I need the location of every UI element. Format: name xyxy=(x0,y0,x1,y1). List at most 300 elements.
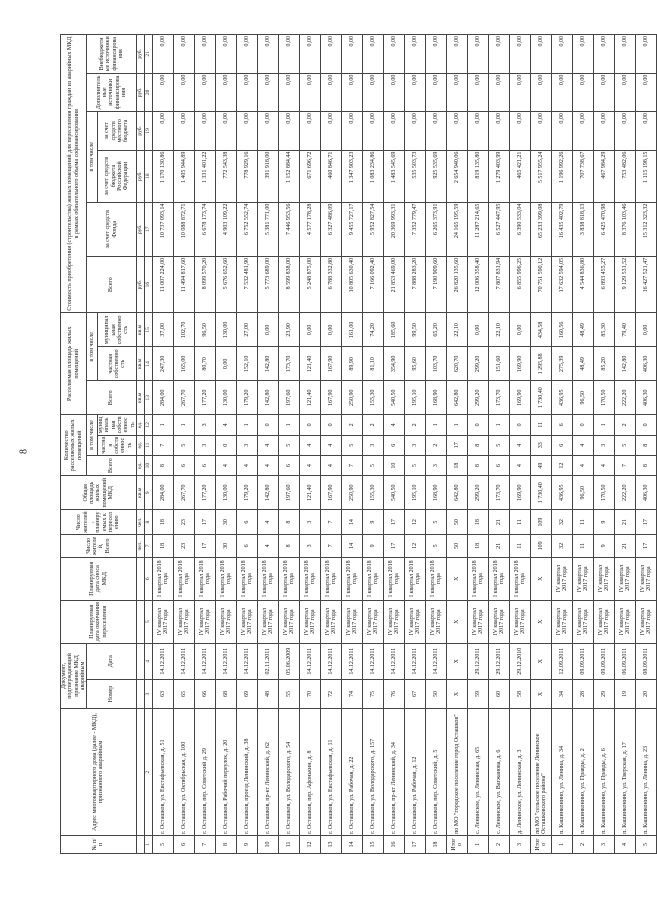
doc-number-cell: 68 xyxy=(215,679,236,708)
residents-cell: 21 xyxy=(614,535,635,558)
row-number-cell: 15 xyxy=(362,835,383,853)
doc-number-cell: 28 xyxy=(572,679,593,708)
header-cost-budget-local: за счет средств местного бюджета xyxy=(98,112,137,150)
header-plan-end: Планируемая дата окончания переселения xyxy=(61,600,137,643)
plan-end-cell: IV квартал 2017 года xyxy=(236,600,257,643)
rooms-private-cell: 4 xyxy=(299,435,320,455)
address-cell: г. Осташков, пер. Советский, д. 5 xyxy=(425,709,446,836)
cost-fund-cell: 6 265 373,91 xyxy=(425,202,446,256)
cost-budget-local-cell: 0,00 xyxy=(509,112,530,150)
cost-extra2-cell: 0,00 xyxy=(551,35,572,74)
column-number: 13 xyxy=(144,381,152,415)
cost-budget-local-cell: 0,00 xyxy=(551,112,572,150)
rooms-total-cell: 10 xyxy=(383,455,404,475)
area-private-cell: 95,60 xyxy=(404,347,425,381)
cost-budget-local-cell: 0,00 xyxy=(593,112,614,150)
rooms-private-cell: 6 xyxy=(551,435,572,455)
doc-number-cell: 69 xyxy=(236,679,257,708)
residents-plan-cell: 30 xyxy=(215,510,236,535)
area-total-cell: 195,10 xyxy=(404,476,425,510)
plan-end-cell: IV квартал 2017 года xyxy=(215,600,236,643)
rooms-total-cell: 7 xyxy=(341,455,362,475)
column-number: 2 xyxy=(144,709,152,836)
row-number-cell: 7 xyxy=(194,835,215,853)
unit-cell: руб. xyxy=(136,256,144,313)
row-number-cell: 6 xyxy=(173,835,194,853)
cost-total-cell: 7 166 092,40 xyxy=(362,256,383,313)
residents-plan-cell: 9 xyxy=(362,510,383,535)
residents-plan-cell: 9 xyxy=(593,510,614,535)
residents-cell: 9 xyxy=(362,535,383,558)
doc-date-cell: 29.12.2010 xyxy=(509,643,530,679)
cost-fund-cell: 10 088 872,71 xyxy=(173,202,194,256)
doc-date-cell: 02.11.2011 xyxy=(257,643,278,679)
table-row xyxy=(383,35,404,854)
cost-total-cell: 12 006 358,40 xyxy=(467,256,488,313)
cost-total-cell: 9 129 531,52 xyxy=(614,256,635,313)
area-resettled-cell: 121,40 xyxy=(299,381,320,415)
area-total-cell: 177,20 xyxy=(194,476,215,510)
rooms-total-cell: 8 xyxy=(467,455,488,475)
area-municipal-cell: 22,10 xyxy=(488,313,509,347)
column-number: 18 xyxy=(144,150,152,202)
row-number-cell: 12 xyxy=(299,835,320,853)
address-cell: г. Осташков, ул. Рабочая, д. 12 xyxy=(404,709,425,836)
table-row xyxy=(425,35,446,854)
residents-plan-cell: 5 xyxy=(425,510,446,535)
area-private-cell: 1 295,88 xyxy=(530,347,551,381)
cost-extra2-cell: 0,00 xyxy=(593,35,614,74)
doc-number-cell: 66 xyxy=(194,679,215,708)
column-number: 8 xyxy=(144,510,152,535)
cost-extra-cell: 0,00 xyxy=(383,73,404,111)
area-private-cell: 152,10 xyxy=(236,347,257,381)
area-resettled-cell: 195,10 xyxy=(404,381,425,415)
rooms-private-cell: 5 xyxy=(341,435,362,455)
cost-total-cell: 7 807 831,94 xyxy=(488,256,509,313)
rooms-municipal-cell: 2 xyxy=(341,415,362,435)
cost-extra-cell: 0,00 xyxy=(362,73,383,111)
cost-total-cell: 6 893 455,27 xyxy=(593,256,614,313)
address-cell: п. Кашинконино, ул. Ленина, д. 34 xyxy=(551,709,572,836)
residents-cell: 17 xyxy=(635,535,656,558)
cost-extra2-cell: 0,00 xyxy=(362,35,383,74)
cost-total-cell: 4 544 836,80 xyxy=(572,256,593,313)
doc-number-cell: 50 xyxy=(425,679,446,708)
page-number: 8 xyxy=(18,449,30,454)
header-address: Адрес многоквартирного дома (далее - МКД), признанного аварийным xyxy=(61,709,137,836)
residents-cell: 8 xyxy=(278,535,299,558)
rooms-private-cell: 3 xyxy=(236,435,257,455)
area-municipal-cell: 0,00 xyxy=(257,313,278,347)
residents-cell: 109 xyxy=(530,535,551,558)
header-cost-incl: в том числе xyxy=(87,112,98,202)
rooms-total-cell: 8 xyxy=(635,455,656,475)
cost-budget-local-cell: 0,00 xyxy=(257,112,278,150)
doc-date-cell: 14.12.2011 xyxy=(215,643,236,679)
area-resettled-cell: 250,90 xyxy=(341,381,362,415)
header-area-total: Общая площадь жилых помещений МКД xyxy=(61,476,137,510)
unit-cell: кв.м xyxy=(136,476,144,510)
cost-extra-cell: 0,00 xyxy=(299,73,320,111)
cost-extra-cell: 0,00 xyxy=(404,73,425,111)
residents-plan-cell: 8 xyxy=(278,510,299,535)
column-number: 12 xyxy=(144,415,152,435)
rooms-private-cell: 8 xyxy=(467,435,488,455)
unit-cell: ед. xyxy=(136,455,144,475)
doc-number-cell: 58 xyxy=(509,679,530,708)
cost-fund-cell: 6 327 486,09 xyxy=(320,202,341,256)
area-total-cell: 436,95 xyxy=(551,476,572,510)
table-row xyxy=(173,35,194,854)
column-number: 14 xyxy=(144,347,152,381)
doc-date-cell: 14.12.2011 xyxy=(152,643,173,679)
cost-total-cell: 17 632 594,05 xyxy=(551,256,572,313)
table-row xyxy=(194,35,215,854)
area-total-cell: 222,20 xyxy=(614,476,635,510)
rooms-total-cell: 6 xyxy=(173,455,194,475)
area-private-cell: 103,70 xyxy=(425,347,446,381)
area-total-cell: 406,30 xyxy=(635,476,656,510)
doc-date-cell: X xyxy=(446,643,467,679)
table-row xyxy=(467,35,488,854)
area-total-cell: 299,20 xyxy=(467,476,488,510)
header-area-municipal: муниципальная собственность xyxy=(98,313,137,347)
residents-plan-cell: 109 xyxy=(530,510,551,535)
column-numbers-row xyxy=(144,35,152,854)
plan-demolition-cell: IV квартал 2017 года xyxy=(635,557,656,600)
area-municipal-cell: 74,20 xyxy=(362,313,383,347)
plan-end-cell: IV квартал 2017 года xyxy=(320,600,341,643)
cost-fund-cell: 8 376 103,46 xyxy=(614,202,635,256)
doc-number-cell: 67 xyxy=(404,679,425,708)
cost-extra-cell: 0,00 xyxy=(635,73,656,111)
column-number: 15 xyxy=(144,313,152,347)
plan-demolition-cell: IV квартал 2017 года xyxy=(551,557,572,600)
cost-budget-rf-cell: 1 196 992,26 xyxy=(551,150,572,202)
plan-demolition-cell: I квартал 2018 года xyxy=(383,557,404,600)
rooms-total-cell: 7 xyxy=(614,455,635,475)
residents-cell: 50 xyxy=(446,535,467,558)
residents-plan-cell: 18 xyxy=(152,510,173,535)
residents-plan-cell: 14 xyxy=(341,510,362,535)
residents-plan-cell: 23 xyxy=(173,510,194,535)
residents-cell: 30 xyxy=(215,535,236,558)
rooms-private-cell: 3 xyxy=(404,435,425,455)
cost-budget-rf-cell: 772 543,38 xyxy=(215,150,236,202)
rooms-total-cell: 4 xyxy=(509,455,530,475)
rooms-private-cell: 2 xyxy=(425,435,446,455)
cost-budget-rf-cell: 1 083 234,86 xyxy=(362,150,383,202)
plan-demolition-cell: I квартал 2018 года xyxy=(509,557,530,600)
row-number-cell: 16 xyxy=(383,835,404,853)
cost-fund-cell: 7 446 953,56 xyxy=(278,202,299,256)
cost-budget-local-cell: 0,00 xyxy=(320,112,341,150)
doc-date-cell: 14.12.2011 xyxy=(341,643,362,679)
doc-number-cell: 74 xyxy=(341,679,362,708)
cost-extra-cell: 0,00 xyxy=(488,73,509,111)
table-row xyxy=(635,35,656,854)
rooms-municipal-cell: 1 xyxy=(236,415,257,435)
rooms-municipal-cell: 0 xyxy=(320,415,341,435)
subtotal-row xyxy=(530,35,551,854)
header-cost-total: Всего xyxy=(87,256,137,313)
plan-end-cell: IV квартал 2017 года xyxy=(467,600,488,643)
row-number-cell: 4 xyxy=(614,835,635,853)
doc-date-cell: 14.12.2011 xyxy=(362,643,383,679)
column-number: 3 xyxy=(144,679,152,708)
residents-cell: 18 xyxy=(152,535,173,558)
plan-end-cell: IV квартал 2017 года xyxy=(488,600,509,643)
plan-end-cell: X xyxy=(446,600,467,643)
plan-demolition-cell: IV квартал 2017 года xyxy=(593,557,614,600)
row-number-cell: 11 xyxy=(278,835,299,853)
area-total-cell: 121,40 xyxy=(299,476,320,510)
plan-demolition-cell: I квартал 2018 года xyxy=(320,557,341,600)
address-cell: п. Кашинконино, ул. Тверская, д. 17 xyxy=(614,709,635,836)
doc-number-cell: 60 xyxy=(488,679,509,708)
area-total-cell: 267,70 xyxy=(173,476,194,510)
area-municipal-cell: 48,49 xyxy=(572,313,593,347)
cost-budget-local-cell: 0,00 xyxy=(194,112,215,150)
address-cell: с. Ленинское, ул. Вагжанова, д. 6 xyxy=(488,709,509,836)
residents-cell: 12 xyxy=(404,535,425,558)
doc-date-cell: 14.12.2011 xyxy=(194,643,215,679)
header-residents: Число жителей, Всего xyxy=(61,535,137,558)
unit-cell: кв.м xyxy=(136,313,144,347)
cost-extra2-cell: 0,00 xyxy=(509,35,530,74)
residents-cell: 3 xyxy=(299,535,320,558)
cost-budget-rf-cell: 467 984,29 xyxy=(593,150,614,202)
cost-budget-rf-cell: 1 170 130,86 xyxy=(152,150,173,202)
cost-fund-cell: 15 312 323,32 xyxy=(635,202,656,256)
header-doc-date: Дата xyxy=(87,643,137,679)
header-cost-budget-rf: за счет средств бюджета Российской Федерации xyxy=(98,150,137,202)
unit-cell: руб. xyxy=(136,202,144,256)
cost-extra-cell: 0,00 xyxy=(341,73,362,111)
area-municipal-cell: 0,00 xyxy=(635,313,656,347)
area-resettled-cell: 284,00 xyxy=(152,381,173,415)
cost-extra2-cell: 0,00 xyxy=(467,35,488,74)
residents-plan-cell: 11 xyxy=(509,510,530,535)
cost-budget-rf-cell: 925 535,69 xyxy=(425,150,446,202)
cost-total-cell: 6 855 996,25 xyxy=(509,256,530,313)
rooms-municipal-cell: 1 xyxy=(488,415,509,435)
column-number: 7 xyxy=(144,535,152,558)
doc-number-cell: 70 xyxy=(299,679,320,708)
area-municipal-cell: 102,70 xyxy=(173,313,194,347)
area-total-cell: 540,50 xyxy=(383,476,404,510)
area-total-cell: 173,70 xyxy=(488,476,509,510)
cost-fund-cell: 10 737 093,14 xyxy=(152,202,173,256)
area-private-cell: 85,20 xyxy=(593,347,614,381)
cost-budget-local-cell: 0,00 xyxy=(425,112,446,150)
residents-plan-cell: 21 xyxy=(488,510,509,535)
area-resettled-cell: 170,50 xyxy=(593,381,614,415)
table-row xyxy=(362,35,383,854)
cost-budget-rf-cell: 753 482,06 xyxy=(614,150,635,202)
residents-plan-cell: 4 xyxy=(257,510,278,535)
area-private-cell: 169,90 xyxy=(509,347,530,381)
area-municipal-cell: 130,00 xyxy=(215,313,236,347)
plan-demolition-cell: IV квартал 2017 года xyxy=(572,557,593,600)
cost-extra-cell: 0,00 xyxy=(173,73,194,111)
rooms-municipal-cell: 1 xyxy=(425,415,446,435)
plan-demolition-cell: I квартал 2018 года xyxy=(362,557,383,600)
plan-end-cell: IV квартал 2017 года xyxy=(341,600,362,643)
area-total-cell: 642,80 xyxy=(446,476,467,510)
rooms-total-cell: 49 xyxy=(530,455,551,475)
area-private-cell: 142,80 xyxy=(614,347,635,381)
header-doc-number: Номер xyxy=(87,679,137,708)
rooms-municipal-cell: 1 xyxy=(278,415,299,435)
residents-cell: 5 xyxy=(425,535,446,558)
cost-extra2-cell: 0,00 xyxy=(341,35,362,74)
row-number-cell: 2 xyxy=(572,835,593,853)
table-row xyxy=(152,35,173,854)
rooms-municipal-cell: 0 xyxy=(467,415,488,435)
cost-budget-rf-cell: 1 279 403,99 xyxy=(488,150,509,202)
area-private-cell: 80,70 xyxy=(194,347,215,381)
cost-extra2-cell: 0,00 xyxy=(383,35,404,74)
area-total-cell: 170,50 xyxy=(593,476,614,510)
residents-cell: 14 xyxy=(341,535,362,558)
residents-cell: 17 xyxy=(194,535,215,558)
area-private-cell: 275,39 xyxy=(551,347,572,381)
area-municipal-cell: 96,50 xyxy=(194,313,215,347)
address-cell: по МО "городское поселение город Осташков" xyxy=(446,709,467,836)
doc-date-cell: 14.12.2011 xyxy=(404,643,425,679)
rooms-municipal-cell: 1 xyxy=(446,415,467,435)
residents-cell: 9 xyxy=(593,535,614,558)
address-cell: по МО "сельское поселение Ленинское Осташковского района" xyxy=(530,709,551,836)
unit-cell: чел. xyxy=(136,510,144,535)
doc-date-cell: 09.09.2011 xyxy=(593,643,614,679)
area-resettled-cell: 436,95 xyxy=(551,381,572,415)
row-number-cell: 5 xyxy=(152,835,173,853)
address-cell: г. Осташков, проезд Ленинский, д. 38 xyxy=(236,709,257,836)
unit-cell: руб. xyxy=(136,112,144,150)
cost-total-cell: 70 751 590,12 xyxy=(530,256,551,313)
cost-fund-cell: 4 577 178,28 xyxy=(299,202,320,256)
residents-plan-cell: 7 xyxy=(320,510,341,535)
rooms-municipal-cell: 11 xyxy=(530,415,551,435)
area-resettled-cell: 167,90 xyxy=(320,381,341,415)
row-number-cell: 1 xyxy=(467,835,488,853)
cost-extra2-cell: 0,00 xyxy=(173,35,194,74)
cost-extra-cell: 0,00 xyxy=(530,73,551,111)
cost-extra2-cell: 0,00 xyxy=(488,35,509,74)
table-row xyxy=(404,35,425,854)
address-cell: п. Кашинконино, ул. Правды, д. 2 xyxy=(572,709,593,836)
column-number: 19 xyxy=(144,112,152,150)
address-cell: г. Осташков, Рабочий переулок, д. 20 xyxy=(215,709,236,836)
table-row xyxy=(236,35,257,854)
rooms-private-cell: 4 xyxy=(257,435,278,455)
header-area-private: частная собственность xyxy=(98,347,137,381)
doc-number-cell: 65 xyxy=(173,679,194,708)
area-private-cell: 48,49 xyxy=(572,347,593,381)
area-resettled-cell: 130,00 xyxy=(215,381,236,415)
cost-extra2-cell: 0,00 xyxy=(320,35,341,74)
rooms-total-cell: 4 xyxy=(299,455,320,475)
cost-extra2-cell: 0,00 xyxy=(278,35,299,74)
area-resettled-cell: 540,50 xyxy=(383,381,404,415)
doc-number-cell: X xyxy=(530,679,551,708)
plan-end-cell: IV квартал 2017 года xyxy=(194,600,215,643)
table-body xyxy=(152,35,656,854)
plan-demolition-cell: I квартал 2018 года xyxy=(341,557,362,600)
plan-demolition-cell: I квартал 2018 года xyxy=(173,557,194,600)
area-total-cell: 250,90 xyxy=(341,476,362,510)
plan-end-cell: IV квартал 2017 года xyxy=(593,600,614,643)
rooms-municipal-cell: 3 xyxy=(194,415,215,435)
area-private-cell: 299,20 xyxy=(467,347,488,381)
table-row xyxy=(299,35,320,854)
plan-demolition-cell: I квартал 2018 года xyxy=(467,557,488,600)
header-plan-demolition: Планируемая дата сноса МКД xyxy=(61,557,137,600)
cost-total-cell: 21 853 469,00 xyxy=(383,256,404,313)
cost-fund-cell: 3 838 818,13 xyxy=(572,202,593,256)
rooms-private-cell: 17 xyxy=(446,435,467,455)
table-row xyxy=(341,35,362,854)
cost-total-cell: 7 532 481,90 xyxy=(236,256,257,313)
rooms-total-cell: 4 xyxy=(236,455,257,475)
cost-fund-cell: 6 390 533,04 xyxy=(509,202,530,256)
area-municipal-cell: 65,20 xyxy=(425,313,446,347)
column-number: 21 xyxy=(144,35,152,74)
rooms-total-cell: 4 xyxy=(593,455,614,475)
cost-total-cell: 8 599 838,00 xyxy=(278,256,299,313)
area-municipal-cell: 79,40 xyxy=(614,313,635,347)
table-row xyxy=(257,35,278,854)
cost-extra2-cell: 0,00 xyxy=(635,35,656,74)
rooms-municipal-cell: 0 xyxy=(635,415,656,435)
cost-extra2-cell: 0,00 xyxy=(299,35,320,74)
doc-date-cell: 29.12.2011 xyxy=(488,643,509,679)
cost-total-cell: 7 888 283,20 xyxy=(404,256,425,313)
cost-extra-cell: 0,00 xyxy=(257,73,278,111)
header-n: № п/п xyxy=(61,835,137,853)
plan-end-cell: IV квартал 2017 года xyxy=(509,600,530,643)
row-number-cell: 18 xyxy=(425,835,446,853)
unit-cell: руб. xyxy=(136,73,144,111)
cost-budget-local-cell: 0,00 xyxy=(152,112,173,150)
cost-extra-cell: 0,00 xyxy=(152,73,173,111)
cost-budget-local-cell: 0,00 xyxy=(299,112,320,150)
area-resettled-cell: 197,60 xyxy=(278,381,299,415)
cost-budget-rf-cell: 1 331 401,22 xyxy=(194,150,215,202)
table-row xyxy=(215,35,236,854)
plan-end-cell: IV квартал 2017 года xyxy=(299,600,320,643)
plan-end-cell: IV квартал 2017 года xyxy=(173,600,194,643)
plan-end-cell: IV квартал 2017 года xyxy=(614,600,635,643)
cost-budget-rf-cell: 1 115 198,15 xyxy=(635,150,656,202)
rooms-municipal-cell: 1 xyxy=(173,415,194,435)
cost-budget-rf-cell: 707 738,67 xyxy=(572,150,593,202)
cost-extra-cell: 0,00 xyxy=(278,73,299,111)
column-number: 1 xyxy=(144,835,152,853)
table-row xyxy=(278,35,299,854)
plan-demolition-cell: IV квартал 2017 года xyxy=(614,557,635,600)
area-resettled-cell: 406,30 xyxy=(635,381,656,415)
area-municipal-cell: 23,90 xyxy=(278,313,299,347)
rooms-municipal-cell: 1 xyxy=(152,415,173,435)
cost-budget-local-cell: 0,00 xyxy=(530,112,551,150)
cost-extra2-cell: 0,00 xyxy=(152,35,173,74)
area-resettled-cell: 173,70 xyxy=(488,381,509,415)
area-total-cell: 169,90 xyxy=(509,476,530,510)
